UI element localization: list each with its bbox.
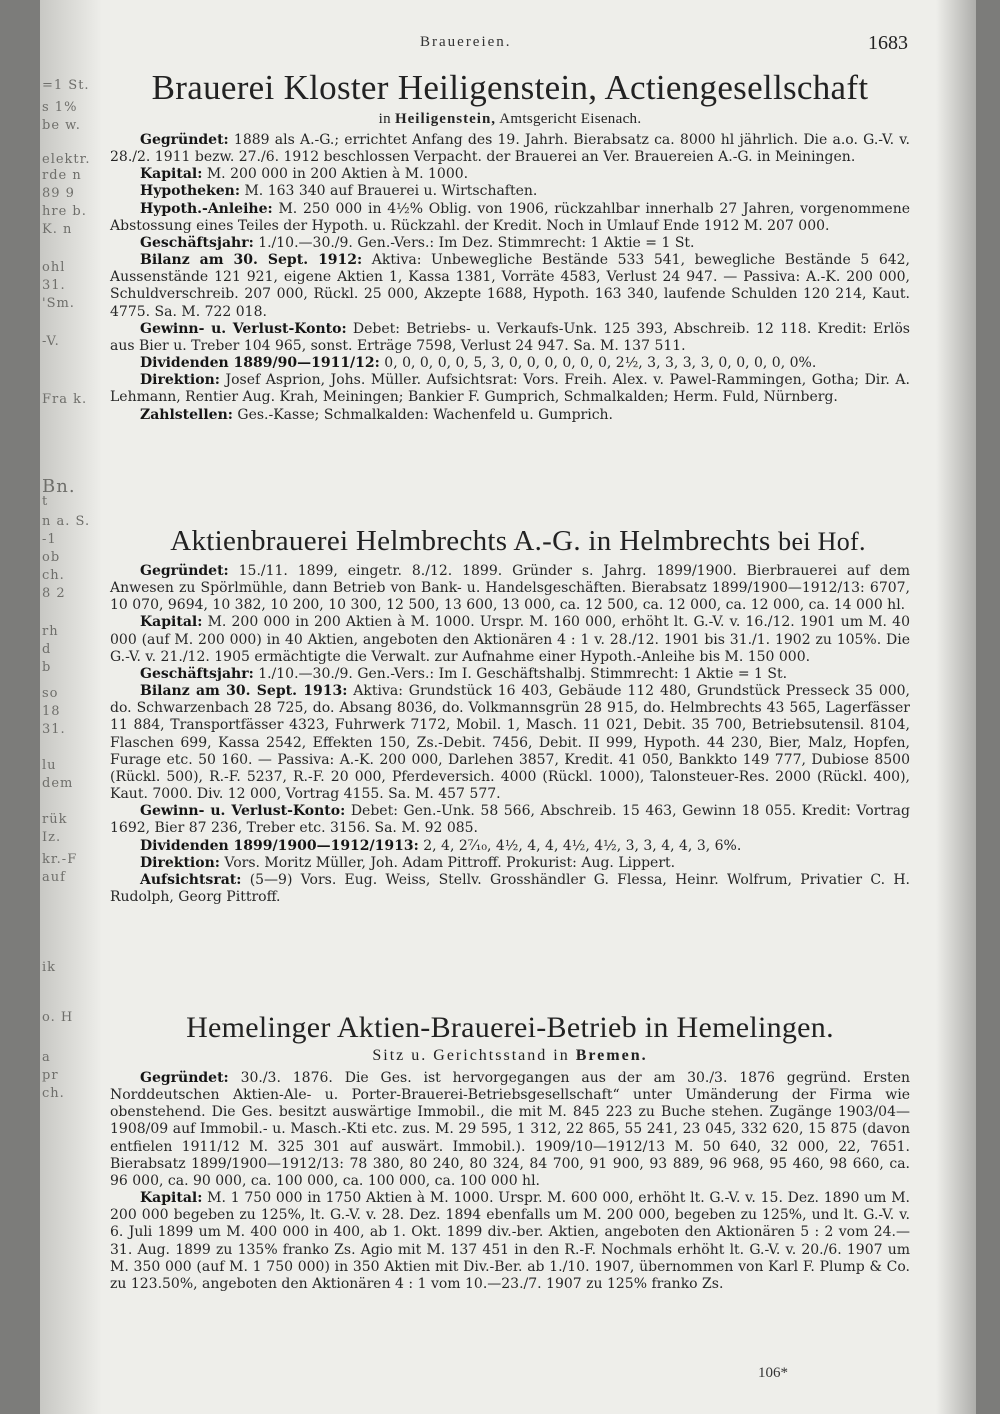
paragraph-text: Debet: Betriebs- u. Verkaufs-Unk. 125 393, Abschreib. 12 118. Kredit: Erlös aus Bier u. Treber 104 965, sonst. Erträge 7598, Verlust 24 947. Sa. M. 137 511. [110,320,910,354]
location-prefix: in [378,111,391,127]
paragraph-text: 2, 4, 2⁷⁄₁₀, 4½, 4, 4, 4½, 4½, 3, 3, 4, 4, 3, 6%. [423,837,742,854]
paragraph-label: Gegründet: [140,1070,229,1086]
paragraph-text: 15./11. 1899, eingetr. 8./12. 1899. Gründer s. Jahrg. 1899/1900. Bierbrauerei auf dem Anwesen zu Spörlmühle, dann Betrieb von Bank- u. Handelsgeschäften. Bierabsatz 1899/1900—1912/13: 6707, 10 070, 9694, 10 382, 10 200, 10 300, 12 500, 13 600, 13 000, ca. 12 500, ca. 12 000, ca. 12 000, ca. 14 000 hl. [110,563,911,614]
entry-title-text: Brauerei Kloster Heiligenstein, Actiengesellschaft [151,68,869,107]
paragraph [110,321,910,355]
location-prefix: Sitz u. Gerichtsstand in [372,1047,570,1064]
paragraph [110,201,910,235]
gutter-fragment: ohl [42,260,66,275]
paragraph [110,563,910,614]
paragraph [110,1190,910,1293]
paragraph-label: Gegründet: [140,132,229,148]
paragraph [110,252,910,321]
paragraph-text: Debet: Gen.-Unk. 58 566, Abschreib. 15 463, Gewinn 18 055. Kredit: Vortrag 1692, Bier 87 236, Treber etc. 3156. Sa. M. 92 085. [110,803,910,837]
gutter-fragment: 31. [42,722,66,737]
gutter-fragment: =1 St. [42,78,90,93]
paragraph [110,235,910,252]
gutter-fragment: 89 9 [42,186,75,201]
gutter-fragment: Bn. [42,476,76,497]
paragraph-label: Geschäftsjahr: [140,234,254,251]
paragraph [110,355,910,372]
location-name: Bremen. [575,1047,648,1064]
paragraph-label: Bilanz am 30. Sept. 1913: [140,683,348,700]
paragraph [110,803,910,837]
gutter-fragment: ch. [42,1086,65,1101]
entry-kloster-heiligenstein [110,68,910,424]
paragraph-label: Direktion: [140,372,220,389]
paragraph [110,132,910,166]
paragraph-text: M. 250 000 in 4½% Oblig. von 1906, rückzahlbar innerhalb 27 Jahren, vorgenommene Abstossung eines Teiles der Hypoth. u. Rückzahl. der Kredit. Noch in Umlauf Ende 1912 M. 207 000. [110,200,910,234]
paragraph-text: M. 200 000 in 200 Aktien à M. 1000. [206,166,469,183]
entry-title [110,68,910,128]
gutter-fragment: lu [42,758,57,773]
paragraph-label: Kapital: [140,614,203,631]
entry-location [110,1046,910,1066]
left-gutter [40,0,102,1414]
gutter-fragment: n a. S. [42,514,91,529]
paragraph-label: Aufsichtsrat: [140,871,242,888]
gutter-fragment: t [42,494,49,509]
gutter-fragment: Iz. [42,830,62,845]
gutter-fragment: 8 2 [42,586,66,601]
binding-shadow [936,0,976,1414]
paragraph-label: Bilanz am 30. Sept. 1912: [140,252,363,269]
paragraph-text: M. 200 000 in 200 Aktien à M. 1000. Urspr. M. 160 000, erhöht lt. G.-V. v. 16./12. 1901 um M. 40 000 (auf M. 200 000) in 40 Aktien, angeboten den Aktionären 4 : 1 v. 28./12. 1901 bis 31./1. 1902 zu 105%. Die G.-V. v. 21./12. 1905 ermächtigte die Verwalt. zur Aufnahme einer Hypoth.-Anleihe bis M. 150 000. [110,614,910,665]
entry-body [110,1070,910,1293]
gutter-fragment: rde n [42,168,82,183]
paragraph-text: 1889 als A.-G.; errichtet Anfang des 19. Jahrh. Bierabsatz ca. 8000 hl jährlich. Die a.o. G.-V. v. 28./2. 1911 bezw. 27./6. 1912 beschlossen Verpacht. der Brauerei an Ver. Brauereien A.-G. in Meiningen. [110,132,910,166]
paragraph-label: Hypoth.-Anleihe: [140,200,273,217]
paragraph-text: (5—9) Vors. Eug. Weiss, Stellv. Grosshändler G. Flessa, Heinr. Wolfrum, Privatier C. H. Rudolph, Georg Pittroff. [110,871,910,905]
gutter-fragment: Fra k. [42,392,88,407]
gutter-fragment: auf [42,870,66,885]
entry-title-text: Hemelinger Aktien-Brauerei-Betrieb in Hemelingen. [186,1011,834,1044]
paragraph-label: Gegründet: [140,563,229,579]
paragraph-label: Dividenden 1889/90—1911/12: [140,355,380,372]
gutter-fragment: ch. [42,568,65,583]
gutter-fragment: d [42,642,52,657]
entry-title [126,524,910,559]
paragraph [110,166,910,183]
entry-body [110,132,910,424]
gutter-fragment: K. n [42,222,73,237]
paragraph-label: Hypotheken: [140,183,240,200]
paragraph [110,838,910,855]
gutter-fragment: pr [42,1068,59,1083]
gutter-fragment: kr.-F [42,852,78,867]
page-number: 1683 [868,32,908,54]
paragraph [110,683,910,803]
paragraph-label: Kapital: [140,1190,203,1207]
gutter-fragment: b [42,660,52,675]
entry-location [110,110,910,128]
paragraph-text: M. 1 750 000 in 1750 Aktien à M. 1000. Urspr. M. 600 000, erhöht lt. G.-V. v. 15. Dez. 1890 um M. 200 000 begeben zu 125%, lt. G.-V. v. 28. Dez. 1894 ebenfalls um M. 200 000, begeben zu 125%, und lt. G.-V. v. 6. Juli 1899 um M. 400 000 in 400, ab 1. Okt. 1899 div.-ber. Aktien, angeboten den Aktionären 5 : 2 vom 24.—31. Aug. 1899 zu 135% franko Zs. Agio mit M. 137 451 in den R.-F. Nochmals erhöht lt. G.-V. v. 20./6. 1907 um M. 350 000 (auf M. 1 750 000) in 350 Aktien mit Div.-Ber. ab 1./10. 1907, übernommen von Karl F. Plump & Co. zu 123.50%, angeboten den Aktionären 4 : 1 vom 10.—23./7. 1907 zu 125% franko Zs. [110,1190,910,1292]
paragraph-label: Gewinn- u. Verlust-Konto: [140,803,346,820]
paragraph [110,1070,910,1190]
gutter-fragment: rük [42,812,68,827]
paragraph [110,872,910,906]
gutter-fragment: so [42,686,59,701]
entry-hemelinger-aktien-brauerei [110,1010,910,1293]
gutter-fragment: ik [42,960,57,975]
paragraph-label: Geschäftsjahr: [140,665,254,682]
gutter-fragment: -1 [42,532,57,547]
entry-title-text: Aktienbrauerei Helmbrechts A.-G. in Helmbrechts [170,525,771,557]
entry-body [110,563,910,906]
paragraph [110,183,910,200]
gutter-fragment: ob [42,550,61,565]
paragraph-text: 1./10.—30./9. Gen.-Vers.: Im Dez. Stimmrecht: 1 Aktie = 1 St. [258,234,695,251]
paragraph-text: 30./3. 1876. Die Ges. ist hervorgegangen aus der am 30./3. 1876 gegründ. Ersten Norddeutschen Aktien-Ale- u. Porter-Brauerei-Betriebsgesellschaft“ unter Umänderung der Firma wie obenstehend. Die Ges. besitzt auswärtige Immobil., die mit M. 845 223 zu Buche stehen. Zugänge 1903/04—1908/09 auf Immobil.- u. Masch.-Kti etc. zus. M. 29 595, 1 312, 22 865, 55 241, 23 045, 332 620, 15 875 (davon entfielen 1911/12 M. 325 301 auf auswärt. Immobil.). 1909/10—1912/13 M. 50 640, 32 000, 22, 7651. Bierabsatz 1899/1900—1912/13: 78 380, 80 240, 80 324, 84 700, 91 900, 93 889, 96 968, 95 460, 98 660, ca. 96 000, ca. 90 000, ca. 100 000, ca. 100 000, ca. 100 000 hl. [110,1070,910,1189]
gutter-fragment: hre b. [42,204,87,219]
paragraph-label: Gewinn- u. Verlust-Konto: [140,320,347,337]
paragraph-label: Zahlstellen: [140,406,233,423]
entry-title-suffix: bei Hof. [778,527,866,556]
running-head: Brauereien. [420,34,512,50]
paragraph [110,855,910,872]
paragraph-label: Kapital: [140,166,203,183]
gutter-fragment: a [42,1050,51,1065]
gutter-fragment: o. H [42,1010,74,1025]
signature-mark: 106* [758,1365,788,1381]
location-name: Heiligenstein, [394,111,497,127]
book-page [40,0,976,1414]
gutter-fragment: be w. [42,118,81,133]
location-suffix: Amtsgericht Eisenach. [499,111,642,127]
paragraph [110,407,910,424]
paragraph [110,372,910,406]
paragraph-text: 1./10.—30./9. Gen.-Vers.: Im I. Geschäftshalbj. Stimmrecht: 1 Aktie = 1 St. [258,665,788,682]
paragraph-text: Aktiva: Unbewegliche Bestände 533 541, bewegliche Bestände 5 642, Aussenstände 121 921, eigene Aktien 1, Kassa 1381, Vorräte 4583, Verlust 24 947. — Passiva: A.-K. 200 000, Schuldverschreib. 207 000, Rückl. 25 000, Akzepte 1688, Hypoth. 163 340, laufende Schulden 120 214, Kaut. 4775. Sa. M. 722 018. [110,252,910,320]
gutter-fragment: 31. [42,278,66,293]
paragraph-label: Direktion: [140,854,220,871]
paragraph [110,614,910,665]
gutter-fragment: -V. [42,334,60,349]
paragraph-text: Vors. Moritz Müller, Joh. Adam Pittroff. Prokurist: Aug. Lippert. [224,854,676,871]
gutter-fragment: elektr. [42,152,91,167]
entry-aktienbrauerei-helmbrechts [110,524,910,906]
gutter-fragment: 18 [42,704,61,719]
gutter-fragment: rh [42,624,59,639]
paragraph-text: Aktiva: Grundstück 16 403, Gebäude 112 480, Grundstück Presseck 35 000, do. Schwarzenbach 28 725, do. Absang 8036, do. Volkmannsgrün 28 915, do. Helmbrechts 43 565, Lagerfässer 11 884, Transportfässer 4323, Fuhrwerk 7172, Mobil. 1, Masch. 11 021, Debit. 35 700, Betriebsutensil. 8104, Flaschen 699, Kassa 2542, Effekten 150, Zs.-Debit. 7456, Debit. II 999, Hypoth. 44 230, Bier, Malz, Hopfen, Furage etc. 50 160. — Passiva: A.-K. 200 000, Darlehen 3857, Kredit. 41 050, Bankkto 149 777, Dubiose 8500 (Rückl. 500), R.-F. 5237, R.-F. 20 000, Pferdeversich. 4000 (Rückl. 1000), Talonsteuer-Res. 2000 (Rückl. 400), Kaut. 7000. Div. 12 000, Vortrag 4155. Sa. M. 457 577. [110,683,911,803]
paragraph-text: Ges.-Kasse; Schmalkalden: Wachenfeld u. Gumprich. [237,406,614,423]
paragraph-text: Josef Asprion, Johs. Müller. Aufsichtsrat: Vors. Freih. Alex. v. Pawel-Rammingen, Gotha; Dir. A. Lehmann, Rentier Aug. Krah, Meiningen; Bankier F. Gumprich, Schmalkalden; Herm. Fuld, Nürnberg. [110,372,910,406]
gutter-fragment: dem [42,776,74,791]
gutter-fragment: 'Sm. [42,296,75,311]
paragraph-text: 0, 0, 0, 0, 0, 5, 3, 0, 0, 0, 0, 0, 0, 2½, 3, 3, 3, 3, 0, 0, 0, 0, 0%. [384,355,817,372]
entry-title [110,1010,910,1066]
paragraph-text: M. 163 340 auf Brauerei u. Wirtschaften. [244,183,538,200]
gutter-fragment: s 1% [42,100,78,115]
paragraph-label: Dividenden 1899/1900—1912/1913: [140,837,419,854]
paragraph [110,666,910,683]
